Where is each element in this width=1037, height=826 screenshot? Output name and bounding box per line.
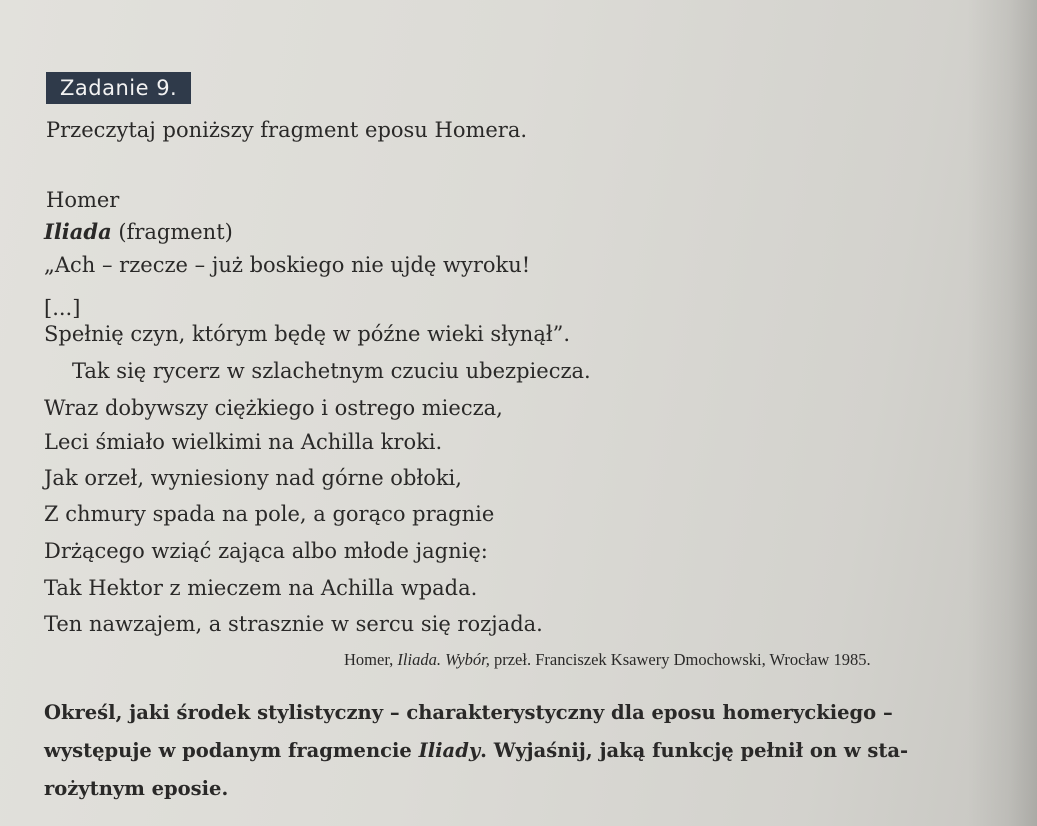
- poem-line: „Ach – rzecze – już boskiego nie ujdę wyroku!: [44, 253, 531, 277]
- question-line-2-italic: Iliady: [418, 739, 481, 762]
- poem-line: Wraz dobywszy ciężkiego i ostrego miecza,: [44, 396, 503, 420]
- task-number-badge: Zadanie 9.: [46, 72, 191, 104]
- poem-line: Jak orzeł, wyniesiony nad górne obłoki,: [44, 466, 462, 490]
- poem-line: Tak Hektor z mieczem na Achilla wpada.: [44, 576, 478, 600]
- poem-line: Drżącego wziąć zająca albo młode jagnię:: [44, 539, 488, 563]
- citation-rest: przeł. Franciszek Ksawery Dmochowski, Wrocław 1985.: [489, 650, 871, 669]
- poem-line: Leci śmiało wielkimi na Achilla kroki.: [44, 430, 443, 454]
- poem-line: Tak się rycerz w szlachetnym czuciu ubezpiecza.: [72, 359, 591, 383]
- citation-prefix: Homer,: [344, 650, 398, 669]
- poem-line: [...]: [44, 296, 81, 320]
- task-instruction: Przeczytaj poniższy fragment eposu Homera.: [46, 118, 528, 142]
- poem-line: Ten nawzajem, a strasznie w sercu się rozjada.: [44, 612, 543, 636]
- poem-title-suffix: (fragment): [111, 220, 233, 244]
- source-citation: [344, 648, 871, 672]
- question-line-2-start: występuje w podanym fragmencie: [44, 739, 419, 762]
- question-line-1: Określ, jaki środek stylistyczny – charakterystyczny dla eposu homeryckiego –: [44, 701, 893, 724]
- task-question: [44, 694, 1037, 808]
- question-line-3: rożytnym eposie.: [44, 777, 229, 800]
- question-line-2: [44, 732, 1037, 770]
- poem-line: Z chmury spada na pole, a gorąco pragnie: [44, 502, 495, 526]
- question-line-2-end: . Wyjaśnij, jaką funkcję pełnił on w sta-: [480, 739, 909, 762]
- poem-line: Spełnię czyn, którym będę w późne wieki słynął”.: [44, 322, 571, 346]
- poem-author: Homer: [46, 188, 120, 212]
- citation-title: Iliada. Wybór,: [397, 650, 490, 669]
- poem-title-italic: Iliada: [44, 219, 112, 244]
